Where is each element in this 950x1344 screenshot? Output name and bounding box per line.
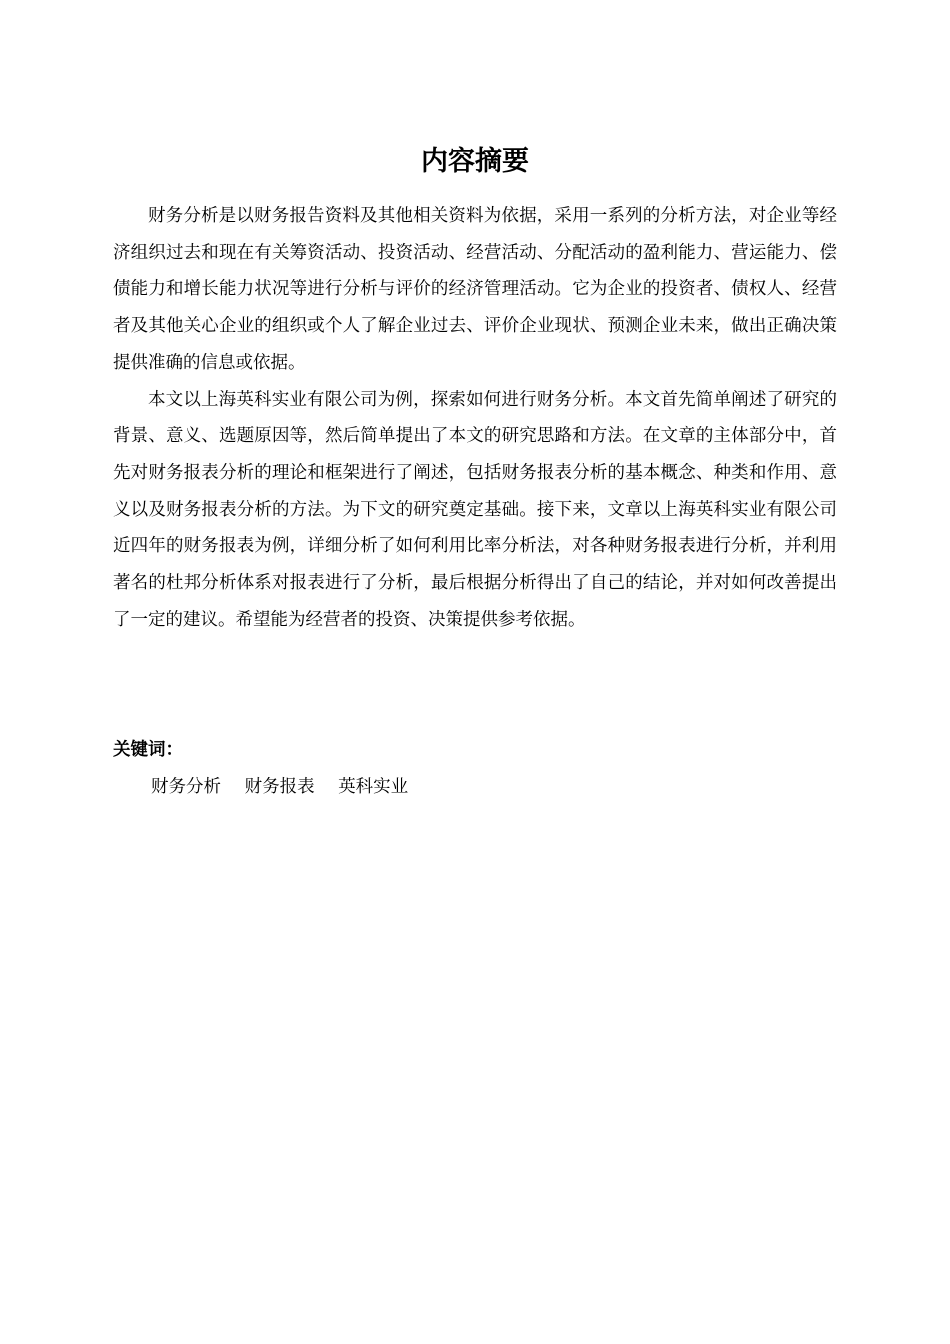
abstract-body	[113, 198, 837, 638]
keyword-item: 财务报表	[244, 777, 315, 797]
abstract-paragraph-1: 财务分析是以财务报告资料及其他相关资料为依据，采用一系列的分析方法，对企业等经济组织过去和现在有关筹资活动、投资活动、经营活动、分配活动的盈利能力、营运能力、偿债能力和增长能力状况等进行分析与评价的经济管理活动。它为企业的投资者、债权人、经营者及其他关心企业的组织或个人了解企业过去、评价企业现状、预测企业未来，做出正确决策提供准确的信息或依据。	[113, 206, 837, 373]
abstract-paragraph-2: 本文以上海英科实业有限公司为例，探索如何进行财务分析。本文首先简单阐述了研究的背景、意义、选题原因等，然后简单提出了本文的研究思路和方法。在文章的主体部分中，首先对财务报表分析的理论和框架进行了阐述，包括财务报表分析的基本概念、种类和作用、意义以及财务报表分析的方法。为下文的研究奠定基础。接下来，文章以上海英科实业有限公司近四年的财务报表为例，详细分析了如何利用比率分析法，对各种财务报表进行分析，并利用著名的杜邦分析体系对报表进行了分析，最后根据分析得出了自己的结论，并对如何改善提出了一定的建议。希望能为经营者的投资、决策提供参考依据。	[113, 389, 837, 630]
keyword-item: 财务分析	[151, 777, 221, 797]
keywords-label: 关键词：	[113, 740, 183, 760]
keyword-item: 英科实业	[338, 777, 409, 797]
abstract-title: 内容摘要	[421, 146, 529, 177]
keywords-list	[151, 772, 426, 802]
